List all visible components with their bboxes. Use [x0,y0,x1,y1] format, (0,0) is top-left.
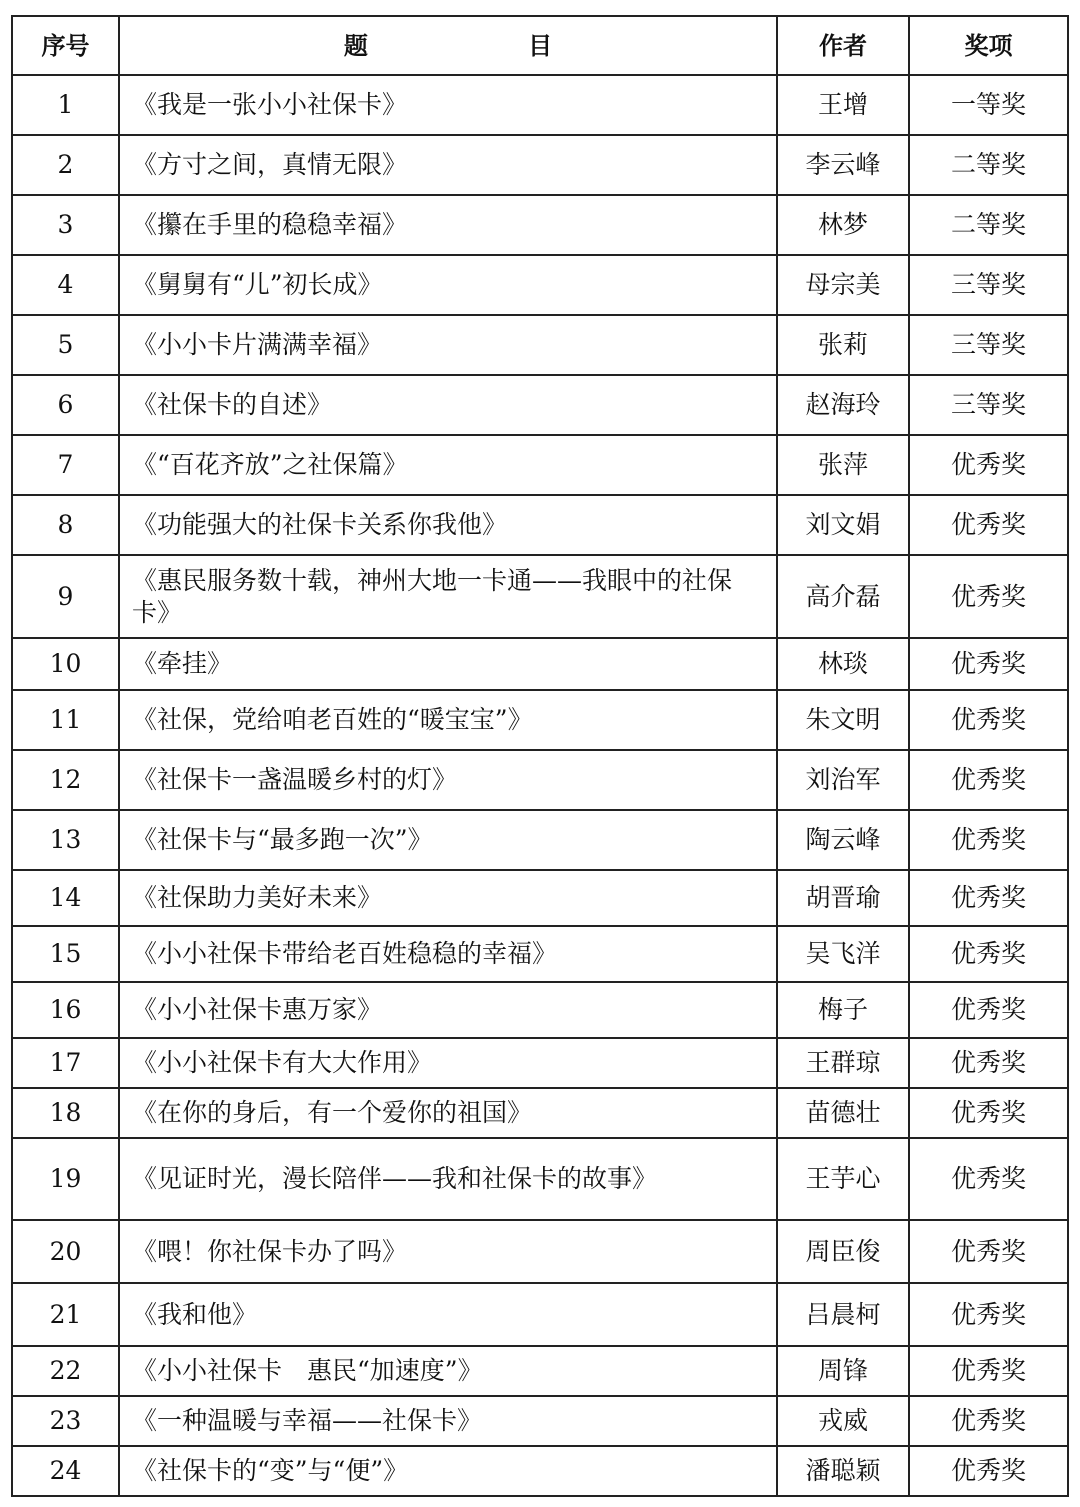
table-row [12,1088,1068,1138]
row-award: 二等奖 [909,195,1068,255]
table-row [12,1396,1068,1446]
row-author: 周臣俊 [777,1220,909,1283]
row-title: 《喂！你社保卡办了吗》 [119,1220,777,1283]
row-award: 优秀奖 [909,638,1068,690]
row-title: 《功能强大的社保卡关系你我他》 [119,495,777,555]
row-award: 优秀奖 [909,982,1068,1038]
row-title: 《社保，党给咱老百姓的“暖宝宝”》 [119,690,777,750]
row-award: 优秀奖 [909,1038,1068,1088]
row-title: 《小小社保卡 惠民“加速度”》 [119,1346,777,1396]
row-number: 17 [12,1038,119,1088]
row-number: 1 [12,75,119,135]
row-title: 《方寸之间，真情无限》 [119,135,777,195]
header-award: 奖项 [909,16,1068,75]
row-number: 22 [12,1346,119,1396]
row-author: 刘文娟 [777,495,909,555]
header-title: 题 目 [119,16,777,75]
table-row [12,870,1068,926]
row-award: 优秀奖 [909,690,1068,750]
row-award: 优秀奖 [909,1446,1068,1496]
header-author: 作者 [777,16,909,75]
row-number: 13 [12,810,119,870]
table-row [12,1138,1068,1220]
row-number: 9 [12,555,119,638]
row-award: 优秀奖 [909,555,1068,638]
row-award: 优秀奖 [909,1396,1068,1446]
row-number: 11 [12,690,119,750]
table-row [12,495,1068,555]
table-row [12,982,1068,1038]
row-award: 三等奖 [909,375,1068,435]
row-title: 《社保助力美好未来》 [119,870,777,926]
table-row [12,75,1068,135]
table-row [12,810,1068,870]
row-award: 优秀奖 [909,435,1068,495]
row-author: 王群琼 [777,1038,909,1088]
table-row [12,750,1068,810]
row-title: 《攥在手里的稳稳幸福》 [119,195,777,255]
row-number: 19 [12,1138,119,1220]
row-award: 优秀奖 [909,1220,1068,1283]
row-award: 二等奖 [909,135,1068,195]
row-number: 20 [12,1220,119,1283]
row-number: 18 [12,1088,119,1138]
row-number: 6 [12,375,119,435]
row-number: 2 [12,135,119,195]
row-title: 《社保卡一盏温暖乡村的灯》 [119,750,777,810]
header-no: 序号 [12,16,119,75]
row-title: 《小小卡片满满幸福》 [119,315,777,375]
row-award: 优秀奖 [909,495,1068,555]
table-row [12,1446,1068,1496]
row-number: 8 [12,495,119,555]
row-title: 《在你的身后，有一个爱你的祖国》 [119,1088,777,1138]
row-author: 高介磊 [777,555,909,638]
row-author: 林梦 [777,195,909,255]
row-title: 《社保卡的自述》 [119,375,777,435]
row-award: 一等奖 [909,75,1068,135]
table-row [12,315,1068,375]
row-author: 吕晨柯 [777,1283,909,1346]
row-author: 陶云峰 [777,810,909,870]
row-award: 优秀奖 [909,1138,1068,1220]
row-award: 优秀奖 [909,1346,1068,1396]
table-row [12,1283,1068,1346]
table-row [12,1346,1068,1396]
row-title: 《牵挂》 [119,638,777,690]
row-award: 优秀奖 [909,870,1068,926]
row-author: 刘治军 [777,750,909,810]
row-number: 7 [12,435,119,495]
row-award: 优秀奖 [909,810,1068,870]
row-award: 三等奖 [909,315,1068,375]
row-author: 李云峰 [777,135,909,195]
row-author: 苗德壮 [777,1088,909,1138]
row-author: 吴飞洋 [777,926,909,982]
row-author: 赵海玲 [777,375,909,435]
table-row [12,1220,1068,1283]
table-row [12,926,1068,982]
row-author: 母宗美 [777,255,909,315]
table-row [12,135,1068,195]
row-award: 优秀奖 [909,750,1068,810]
row-title: 《我是一张小小社保卡》 [119,75,777,135]
row-award: 三等奖 [909,255,1068,315]
table-row [12,690,1068,750]
awards-table [11,15,1069,1497]
row-title: 《小小社保卡惠万家》 [119,982,777,1038]
row-number: 15 [12,926,119,982]
row-author: 王芋心 [777,1138,909,1220]
row-award: 优秀奖 [909,926,1068,982]
table-row [12,1038,1068,1088]
table-row [12,195,1068,255]
header-row [12,16,1068,75]
row-title: 《小小社保卡带给老百姓稳稳的幸福》 [119,926,777,982]
row-title: 《社保卡的“变”与“便”》 [119,1446,777,1496]
row-number: 24 [12,1446,119,1496]
row-award: 优秀奖 [909,1283,1068,1346]
row-title: 《一种温暖与幸福——社保卡》 [119,1396,777,1446]
row-number: 16 [12,982,119,1038]
row-author: 潘聪颖 [777,1446,909,1496]
row-author: 林琰 [777,638,909,690]
row-author: 周锋 [777,1346,909,1396]
row-number: 3 [12,195,119,255]
row-title: 《社保卡与“最多跑一次”》 [119,810,777,870]
row-title: 《小小社保卡有大大作用》 [119,1038,777,1088]
row-title: 《惠民服务数十载，神州大地一卡通——我眼中的社保卡》 [119,555,777,638]
table-row [12,375,1068,435]
row-author: 戎威 [777,1396,909,1446]
row-number: 23 [12,1396,119,1446]
row-title: 《“百花齐放”之社保篇》 [119,435,777,495]
row-number: 10 [12,638,119,690]
row-title: 《我和他》 [119,1283,777,1346]
row-number: 21 [12,1283,119,1346]
row-author: 朱文明 [777,690,909,750]
table-row [12,255,1068,315]
row-title: 《见证时光，漫长陪伴——我和社保卡的故事》 [119,1138,777,1220]
row-author: 胡晋瑜 [777,870,909,926]
row-author: 王增 [777,75,909,135]
row-number: 4 [12,255,119,315]
row-author: 梅子 [777,982,909,1038]
row-author: 张莉 [777,315,909,375]
row-award: 优秀奖 [909,1088,1068,1138]
row-title: 《舅舅有“儿”初长成》 [119,255,777,315]
table-row [12,638,1068,690]
row-number: 5 [12,315,119,375]
table-row [12,435,1068,495]
table-row [12,555,1068,638]
row-number: 14 [12,870,119,926]
row-author: 张萍 [777,435,909,495]
row-number: 12 [12,750,119,810]
